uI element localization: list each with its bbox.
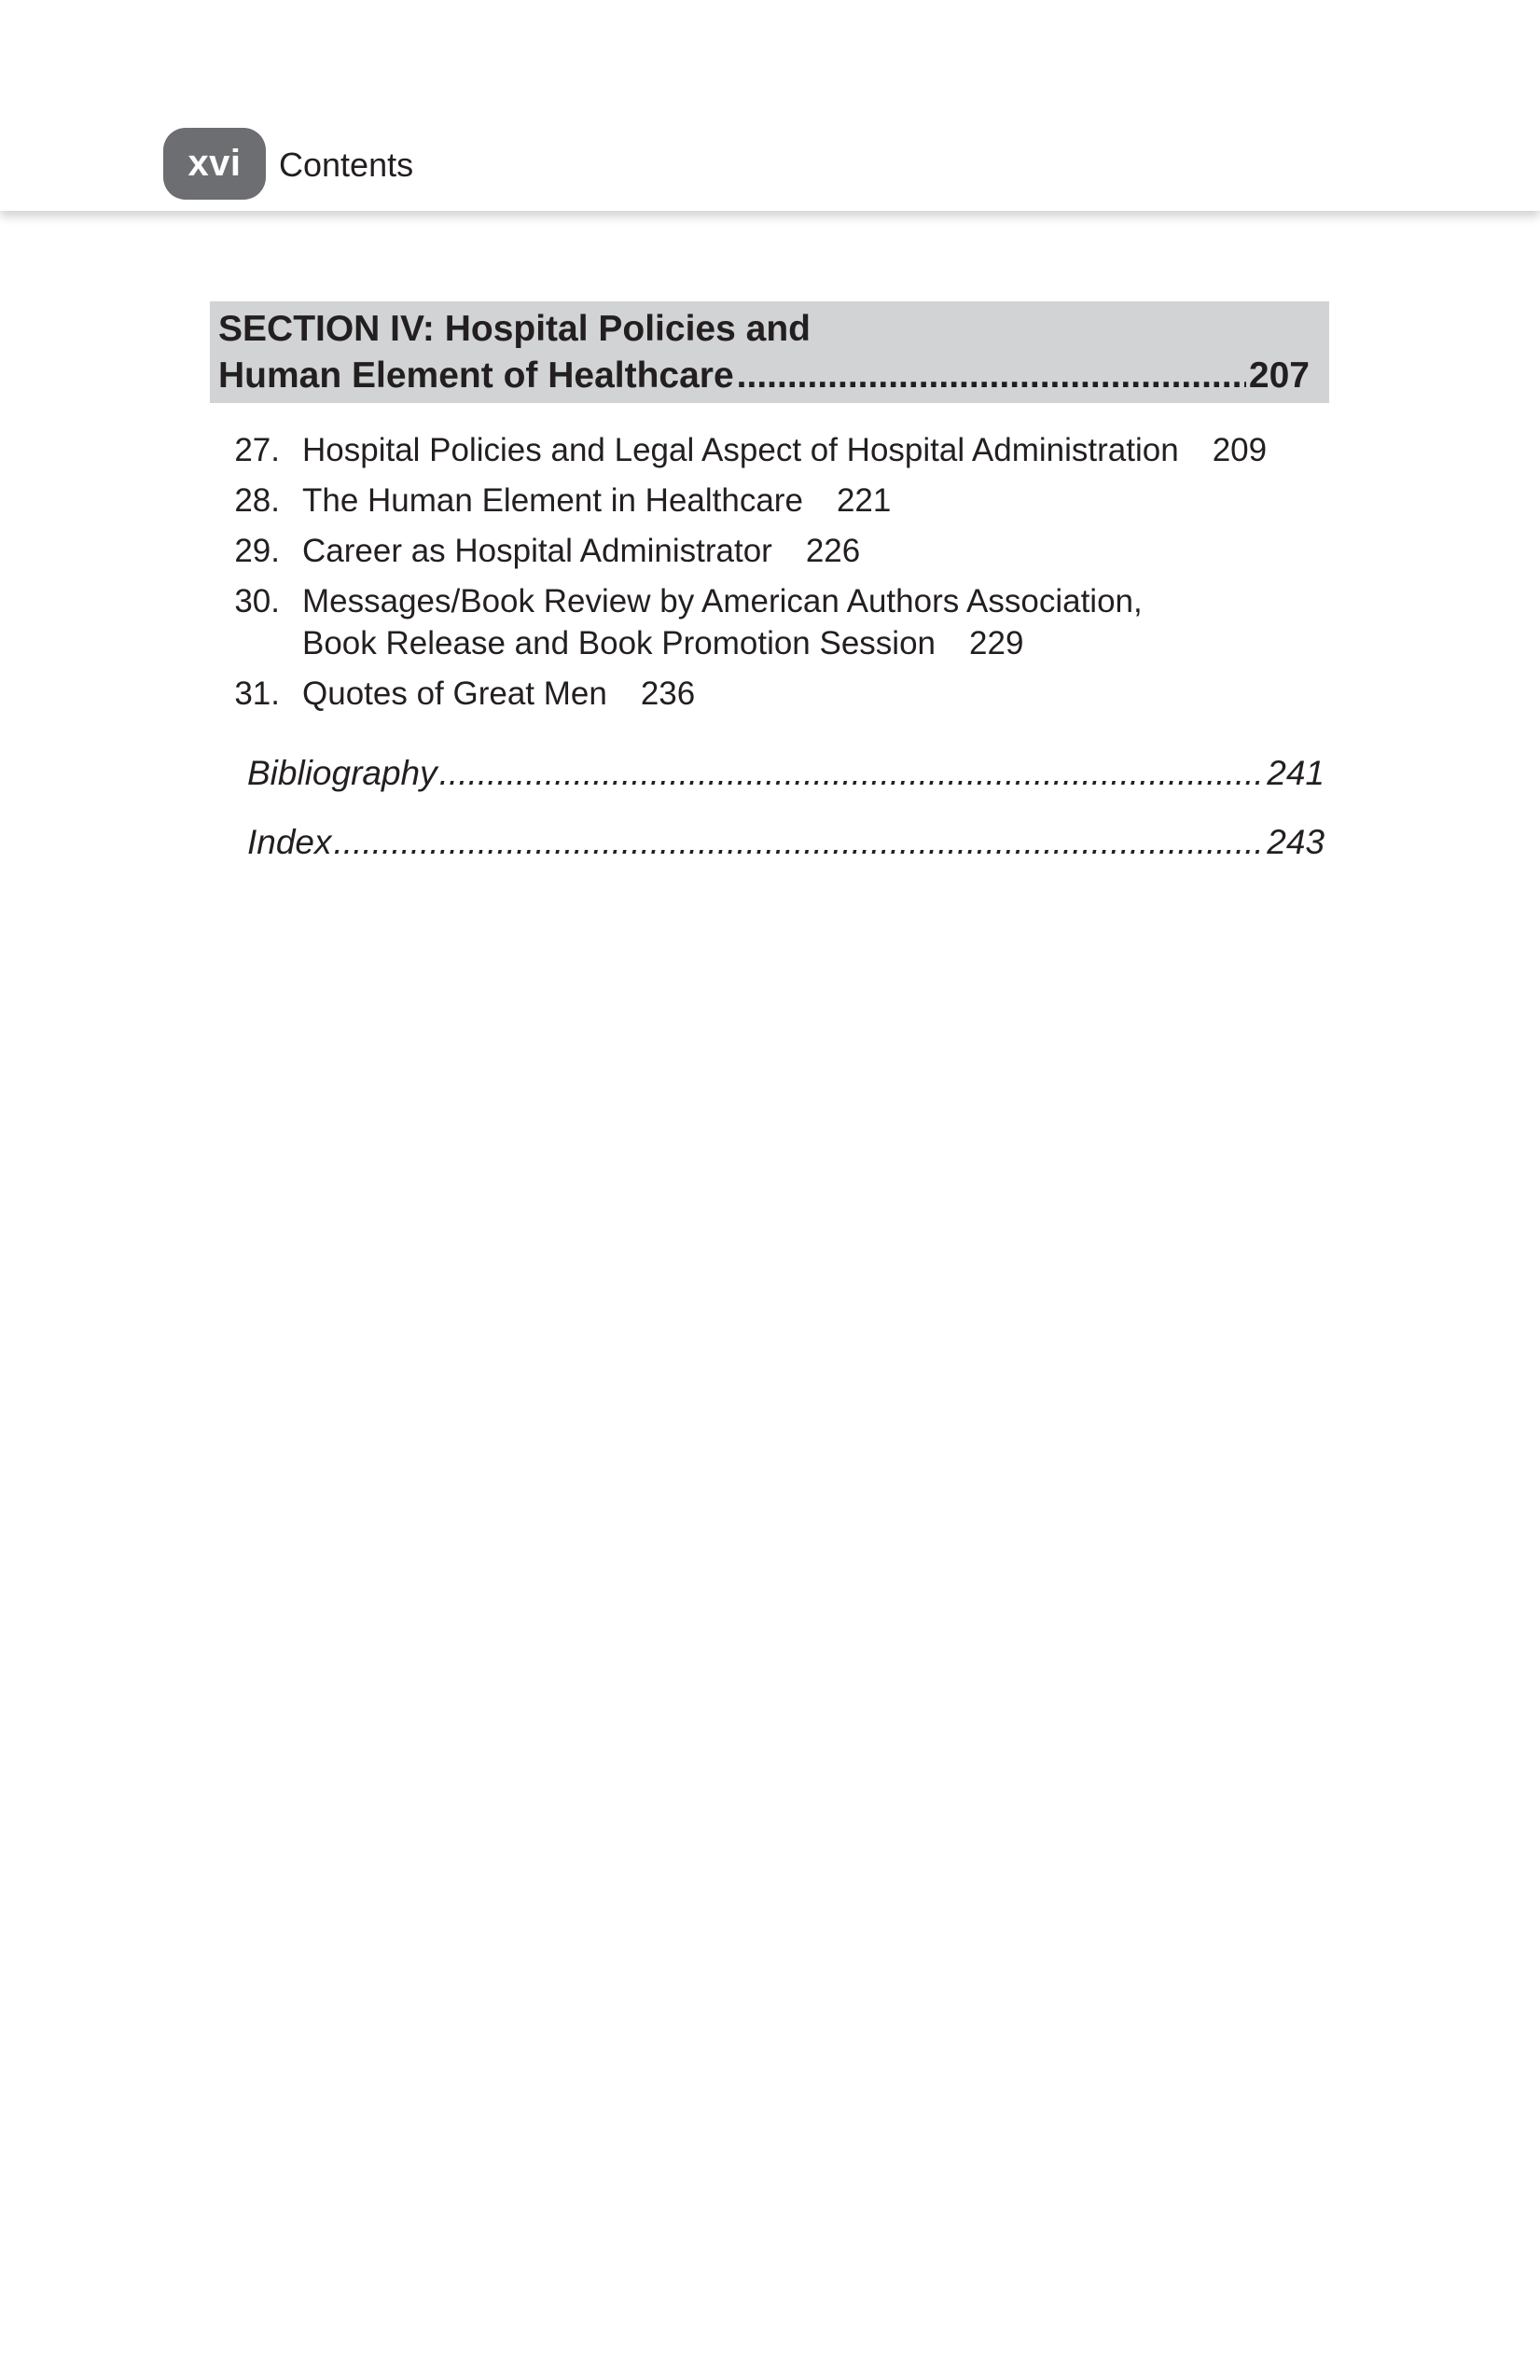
back-matter-title: Index xyxy=(247,823,332,861)
chapter-title: Quotes of Great Men xyxy=(302,675,607,712)
chapter-entry-27 xyxy=(210,429,1329,471)
chapter-entry-31 xyxy=(210,673,1329,715)
chapter-page-number: 226 xyxy=(805,533,861,569)
chapter-page-number: 236 xyxy=(640,675,696,712)
back-matter-title: Bibliography xyxy=(247,754,437,792)
leader-dots xyxy=(439,752,1266,795)
chapter-number: 29. xyxy=(234,533,280,569)
page-number-badge: xvi xyxy=(163,128,266,200)
chapter-title-line-2: Book Release and Book Promotion Session xyxy=(302,625,936,661)
chapter-page-number: 221 xyxy=(836,482,892,519)
chapter-entry-29 xyxy=(210,530,1329,572)
chapter-title: The Human Element in Healthcare xyxy=(302,482,803,519)
section-page-number: 207 xyxy=(1248,355,1310,396)
back-matter-index xyxy=(247,821,1325,864)
chapter-title-line-1: Messages/Book Review by American Authors Association, xyxy=(302,583,1143,619)
running-header-title: Contents xyxy=(279,146,414,184)
chapter-title: Career as Hospital Administrator xyxy=(302,533,772,569)
leader-dots xyxy=(334,821,1266,864)
chapter-title: Hospital Policies and Legal Aspect of Hospital Administration xyxy=(302,432,1179,468)
back-matter-bibliography xyxy=(247,752,1325,795)
chapter-number: 30. xyxy=(234,583,280,619)
section-heading xyxy=(210,301,1329,403)
section-leader-dots xyxy=(737,354,1246,398)
chapter-number: 31. xyxy=(234,675,280,712)
section-title-line-2: Human Element of Healthcare xyxy=(218,355,734,396)
chapter-number: 27. xyxy=(234,432,280,468)
back-matter-page-number: 241 xyxy=(1267,754,1325,792)
running-header xyxy=(0,0,1540,211)
section-title-line-2-row xyxy=(218,354,1310,398)
back-matter-page-number: 243 xyxy=(1267,823,1325,861)
chapter-entry-30 xyxy=(210,580,1329,664)
chapter-number: 28. xyxy=(234,482,280,519)
section-title-line-1: SECTION IV: Hospital Policies and xyxy=(218,309,811,349)
chapter-entry-28 xyxy=(210,480,1329,522)
chapter-list xyxy=(210,429,1329,723)
chapter-page-number: 229 xyxy=(969,625,1024,661)
chapter-page-number: 209 xyxy=(1212,432,1268,468)
